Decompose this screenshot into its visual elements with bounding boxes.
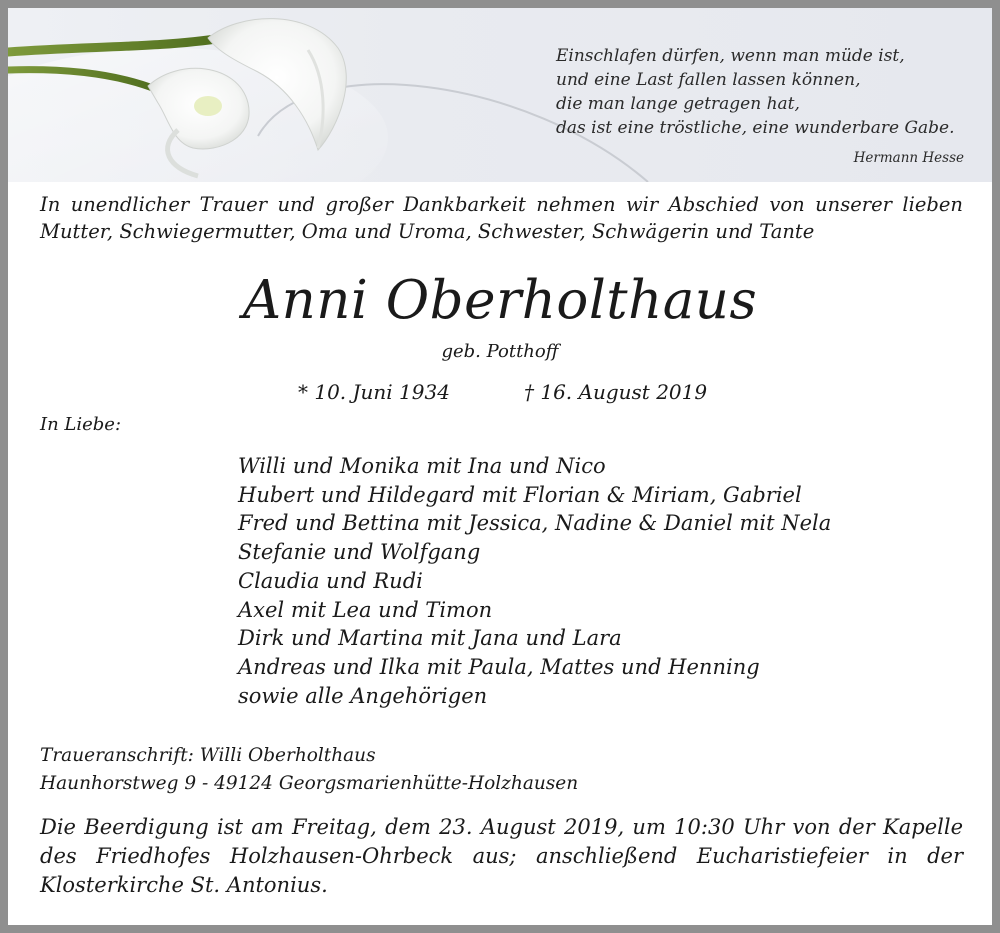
birth-date: * 10. Juni 1934 <box>298 380 450 404</box>
mourning-address <box>40 742 578 798</box>
mourner-line: Dirk und Martina mit Jana und Lara <box>238 626 622 651</box>
mourner-line: Hubert und Hildegard mit Florian & Miriam, Gabriel <box>238 482 802 507</box>
funeral-notice: Die Beerdigung ist am Freitag, dem 23. August 2019, um 10:30 Uhr von der Kapelle des Friedhofes Holzhausen-Ohrbeck aus; anschließend Eucharistiefeier in der Klosterkirche St. Antonius. <box>40 815 963 897</box>
mourners-list <box>238 452 831 710</box>
poem-quote <box>556 44 955 140</box>
mourner-line: sowie alle Angehörigen <box>238 683 488 708</box>
in-love-label: In Liebe: <box>40 414 122 435</box>
address-line-contact: Traueranschrift: Willi Oberholthaus <box>40 745 376 766</box>
quote-author: Hermann Hesse <box>853 150 964 166</box>
quote-line: das ist eine tröstliche, eine wunderbare Gabe. <box>556 118 955 138</box>
mourner-line: Fred und Bettina mit Jessica, Nadine & Daniel mit Nela <box>238 511 832 536</box>
mourner-line: Claudia und Rudi <box>238 568 423 593</box>
maiden-name: geb. Potthoff <box>441 341 559 362</box>
mourner-line: Stefanie und Wolfgang <box>238 540 481 565</box>
deceased-name: Anni Oberholthaus <box>242 270 758 331</box>
quote-line: die man lange getragen hat, <box>556 94 800 114</box>
address-line-street: Haunhorstweg 9 - 49124 Georgsmarienhütte-Holzhausen <box>40 773 579 794</box>
intro-text: In unendlicher Trauer und großer Dankbarkeit nehmen wir Abschied von unserer lieben Mutter, Schwiegermutter, Oma und Uroma, Schwester, Schwägerin und Tante <box>40 193 963 243</box>
mourner-line: Andreas und Ilka mit Paula, Mattes und Henning <box>238 654 760 679</box>
quote-line: und eine Last fallen lassen können, <box>556 70 861 90</box>
quote-line: Einschlafen dürfen, wenn man müde ist, <box>556 46 905 66</box>
header-banner <box>8 8 992 182</box>
mourner-line: Willi und Monika mit Ina und Nico <box>238 454 606 478</box>
mourner-line: Axel mit Lea und Timon <box>238 597 493 622</box>
death-date: † 16. August 2019 <box>524 380 708 404</box>
